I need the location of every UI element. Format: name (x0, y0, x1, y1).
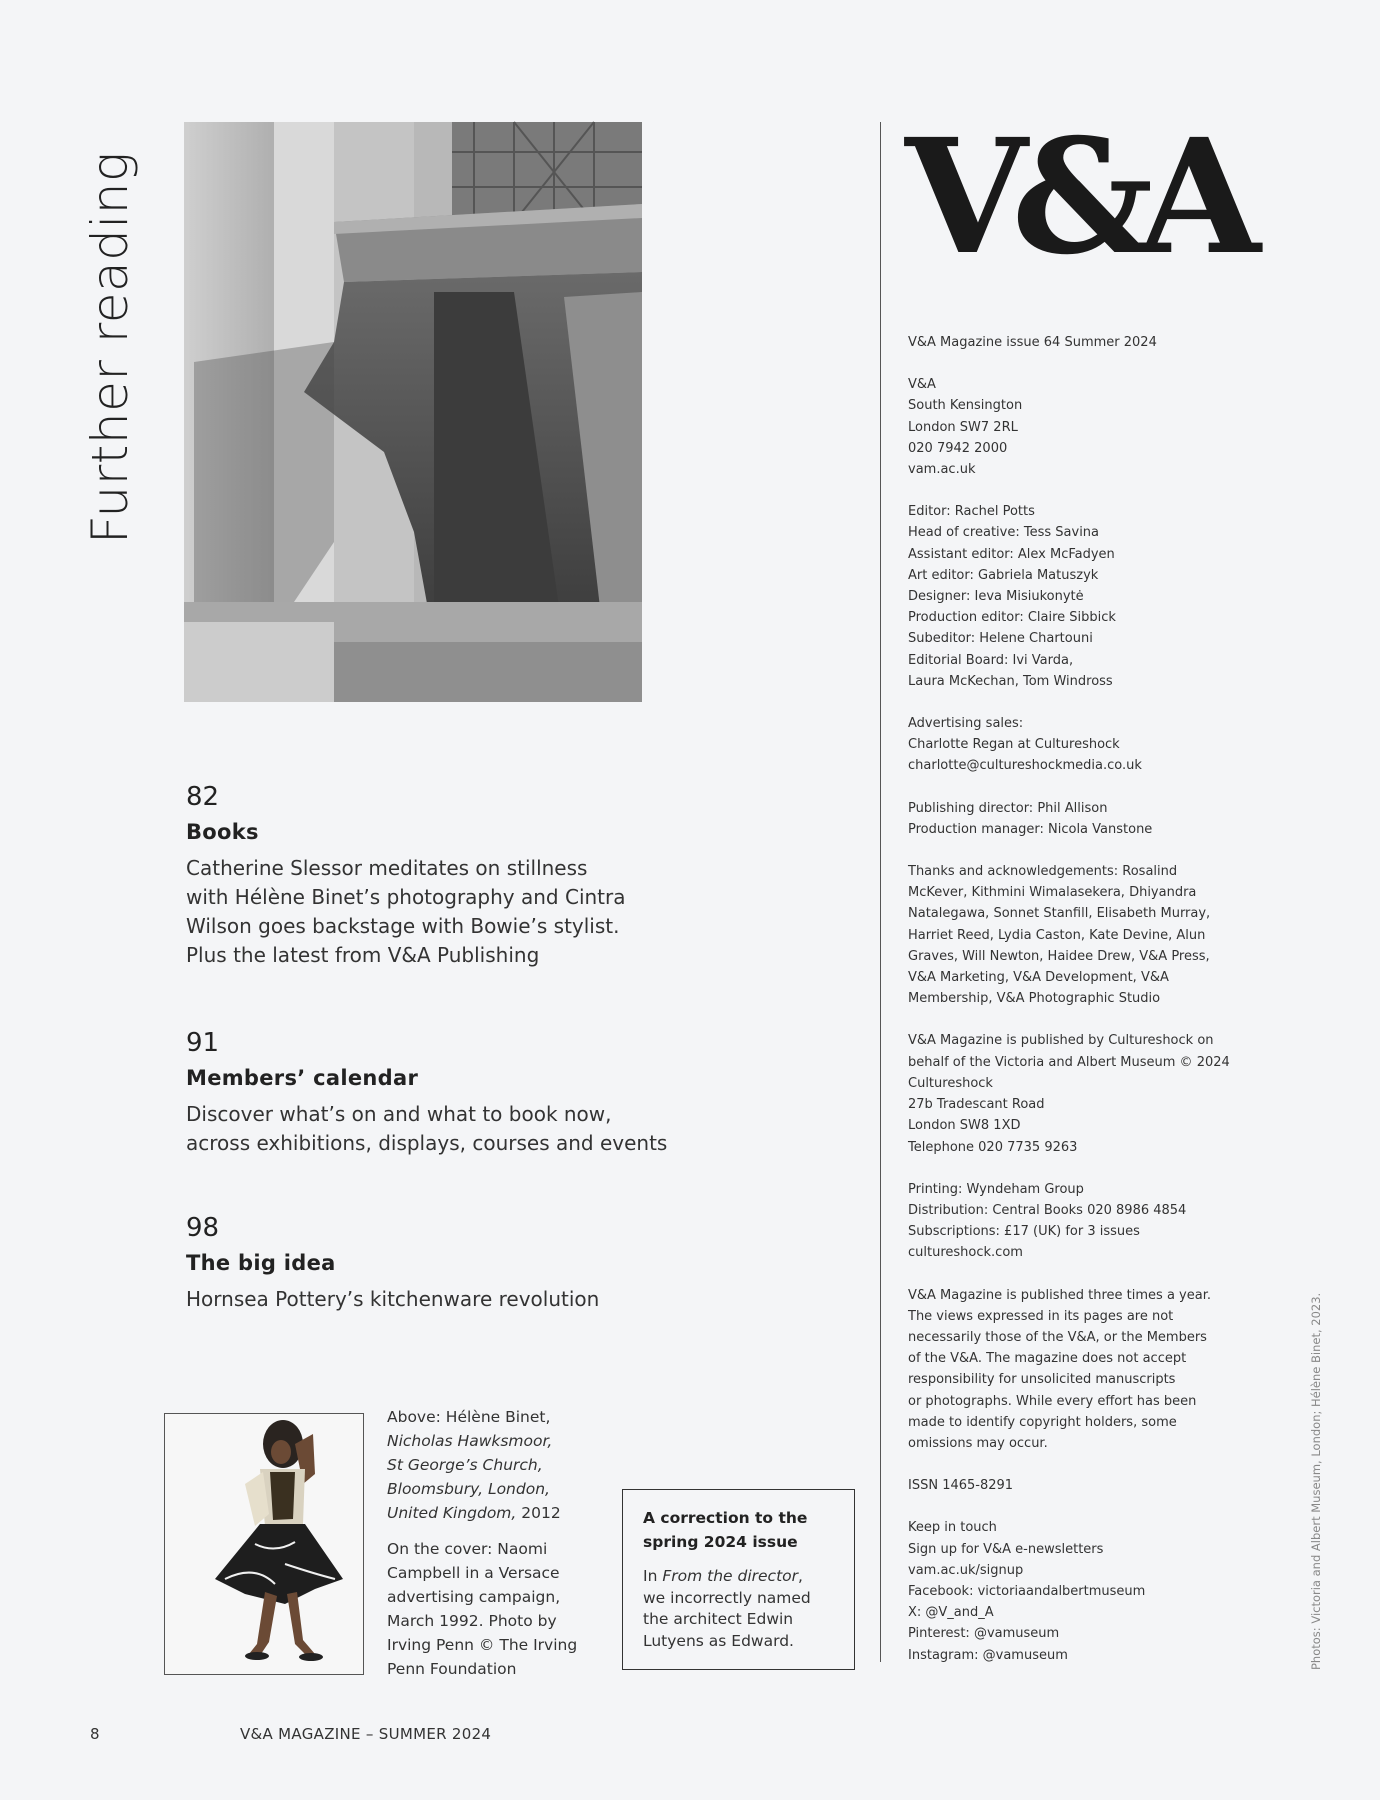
staff-line: Editorial Board: Ivi Varda, (908, 652, 1074, 668)
page-number: 8 (90, 1725, 100, 1743)
section-title (80, 124, 140, 544)
toc-item-members-calendar (186, 1028, 706, 1158)
toc-item-big-idea (186, 1213, 706, 1314)
correction-body (643, 1566, 834, 1652)
caption-line: advertising campaign, (387, 1588, 561, 1606)
publisher-line: Telephone 020 7735 9263 (908, 1139, 1078, 1155)
address-line: vam.ac.uk (908, 462, 976, 478)
contact-block (908, 1517, 1248, 1665)
column-divider (880, 122, 881, 1662)
staff-line: Art editor: Gabriela Matuszyk (908, 567, 1099, 583)
printing-line: cultureshock.com (908, 1245, 1023, 1261)
va-logo (905, 105, 1245, 290)
disclaimer-line: responsibility for unsolicited manuscripts (908, 1372, 1176, 1388)
toc-description-line: Plus the latest from V&A Publishing (186, 943, 540, 967)
issue-line: V&A Magazine issue 64 Summer 2024 (908, 335, 1157, 350)
advertising-line: charlotte@cultureshockmedia.co.uk (908, 758, 1142, 774)
address-line: London SW7 2RL (908, 419, 1018, 435)
va-logo-text: V&A (905, 105, 1245, 290)
printing-block (908, 1179, 1248, 1264)
caption-italic-line: Bloomsbury, London, (387, 1480, 550, 1498)
contact-line: Sign up for V&A e-newsletters (908, 1541, 1104, 1557)
caption-italic-line: St George’s Church, (387, 1456, 543, 1474)
caption-line: Irving Penn © The Irving (387, 1636, 578, 1654)
disclaimer-line: or photographs. While every effort has been (908, 1393, 1197, 1409)
correction-italic: From the director (662, 1567, 798, 1585)
caption-line: March 1992. Photo by (387, 1612, 557, 1630)
printing-line: Subscriptions: £17 (UK) for 3 issues (908, 1224, 1140, 1240)
contact-line: Facebook: victoriaandalbertmuseum (908, 1583, 1146, 1599)
toc-description (186, 854, 706, 970)
caption-above (387, 1405, 597, 1525)
thanks-line: V&A Marketing, V&A Development, V&A (908, 970, 1169, 986)
staff-line: Production editor: Claire Sibbick (908, 610, 1116, 626)
publishing-block (908, 798, 1248, 840)
disclaimer-line: of the V&A. The magazine does not accept (908, 1351, 1187, 1367)
architecture-photo-illustration (184, 122, 642, 702)
printing-line: Printing: Wyndeham Group (908, 1181, 1084, 1197)
correction-line: the architect Edwin (643, 1610, 794, 1628)
thanks-line: Membership, V&A Photographic Studio (908, 991, 1161, 1007)
toc-description-line: with Hélène Binet’s photography and Cintra (186, 885, 626, 909)
staff-line: Laura McKechan, Tom Windross (908, 673, 1113, 689)
section-title-text: Further reading (81, 151, 139, 544)
contact-link[interactable]: vam.ac.uk/signup (908, 1562, 1024, 1578)
disclaimer-line: The views expressed in its pages are not (908, 1308, 1174, 1324)
cover-model-illustration (165, 1414, 363, 1674)
caption-prefix: Above: Hélène Binet, (387, 1408, 551, 1426)
correction-line: Lutyens as Edward. (643, 1631, 794, 1650)
thanks-block (908, 861, 1248, 1009)
caption-line: Campbell in a Versace (387, 1564, 560, 1582)
caption-line: Penn Foundation (387, 1660, 517, 1678)
thanks-line: Harriet Reed, Lydia Caston, Kate Devine, Alun (908, 927, 1206, 943)
disclaimer-block (908, 1285, 1248, 1455)
address-line: V&A (908, 377, 936, 393)
publisher-line: 27b Tradescant Road (908, 1097, 1045, 1113)
publisher-line: behalf of the Victoria and Albert Museum © 2024 (908, 1054, 1230, 1070)
address-block (908, 374, 1248, 480)
disclaimer-line: omissions may occur. (908, 1435, 1048, 1451)
correction-box (622, 1489, 855, 1670)
correction-line: we incorrectly named (643, 1588, 811, 1607)
toc-description (186, 1285, 706, 1314)
thanks-line: Natalegawa, Sonnet Stanfill, Elisabeth Murray, (908, 906, 1211, 922)
contact-line: X: @V_and_A (908, 1605, 994, 1621)
staff-line: Editor: Rachel Potts (908, 504, 1035, 520)
advertising-line: Charlotte Regan at Cultureshock (908, 737, 1120, 753)
staff-line: Designer: Ieva Misiukonytė (908, 589, 1084, 605)
correction-heading (643, 1506, 834, 1554)
masthead (908, 332, 1248, 1666)
thanks-line: McKever, Kithmini Wimalasekera, Dhiyandra (908, 885, 1197, 901)
correction-prefix: In (643, 1567, 663, 1585)
publisher-block (908, 1030, 1248, 1157)
publisher-line: V&A Magazine is published by Cultureshock on (908, 1033, 1214, 1049)
caption-line: On the cover: Naomi (387, 1540, 548, 1558)
address-line: 020 7942 2000 (908, 440, 1008, 456)
correction-heading-line: spring 2024 issue (643, 1533, 798, 1551)
correction-comma: , (798, 1567, 803, 1585)
publisher-line: London SW8 1XD (908, 1118, 1021, 1134)
staff-line: Subeditor: Helene Chartouni (908, 631, 1093, 647)
toc-item-books (186, 782, 706, 970)
contact-line: Instagram: @vamuseum (908, 1647, 1068, 1663)
publisher-line: Cultureshock (908, 1075, 993, 1091)
staff-line: Assistant editor: Alex McFadyen (908, 546, 1115, 562)
toc-description-line: Hornsea Pottery’s kitchenware revolution (186, 1287, 600, 1311)
thanks-line: Thanks and acknowledgements: Rosalind (908, 864, 1178, 880)
toc-title: Members’ calendar (186, 1066, 419, 1090)
publishing-line: Production manager: Nicola Vanstone (908, 821, 1153, 837)
disclaimer-line: V&A Magazine is published three times a year. (908, 1287, 1211, 1303)
caption-italic-line: Nicholas Hawksmoor, (387, 1432, 553, 1450)
correction-heading-line: A correction to the (643, 1509, 808, 1527)
advertising-block (908, 713, 1248, 777)
thanks-line: Graves, Will Newton, Haidee Drew, V&A Press, (908, 948, 1210, 964)
cover-photo (164, 1413, 364, 1675)
toc-description (186, 1100, 706, 1158)
address-line: South Kensington (908, 398, 1023, 414)
toc-title: Books (186, 820, 259, 844)
printing-line: Distribution: Central Books 020 8986 4854 (908, 1202, 1187, 1218)
staff-block (908, 501, 1248, 692)
publishing-line: Publishing director: Phil Allison (908, 800, 1108, 816)
toc-number: 82 (186, 782, 220, 812)
toc-description-line: Discover what’s on and what to book now, (186, 1102, 612, 1126)
issn-line: ISSN 1465-8291 (908, 1478, 1014, 1494)
toc-description-line: across exhibitions, displays, courses and events (186, 1131, 668, 1155)
advertising-line: Advertising sales: (908, 716, 1024, 732)
caption-cover (387, 1537, 597, 1681)
toc-number: 91 (186, 1028, 220, 1058)
photo-credit-text: Photos: Victoria and Albert Museum, London; Hélène Binet, 2023. (1309, 1292, 1323, 1670)
toc-title: The big idea (186, 1251, 336, 1275)
caption-italic-line: United Kingdom, (387, 1504, 517, 1522)
footer-publication: V&A MAGAZINE – SUMMER 2024 (240, 1725, 492, 1743)
contact-line: Keep in touch (908, 1520, 997, 1536)
main-photo (184, 122, 642, 702)
toc-description-line: Catherine Slessor meditates on stillness (186, 856, 588, 880)
disclaimer-line: necessarily those of the V&A, or the Members (908, 1329, 1207, 1345)
photo-credit (1305, 1240, 1327, 1670)
va-logo-mark (905, 105, 1245, 290)
toc-description-line: Wilson goes backstage with Bowie’s stylist. (186, 914, 620, 938)
toc-number: 98 (186, 1213, 220, 1243)
staff-line: Head of creative: Tess Savina (908, 525, 1100, 541)
disclaimer-line: made to identify copyright holders, some (908, 1414, 1177, 1430)
caption-year: 2012 (516, 1504, 561, 1522)
contact-line: Pinterest: @vamuseum (908, 1626, 1060, 1642)
